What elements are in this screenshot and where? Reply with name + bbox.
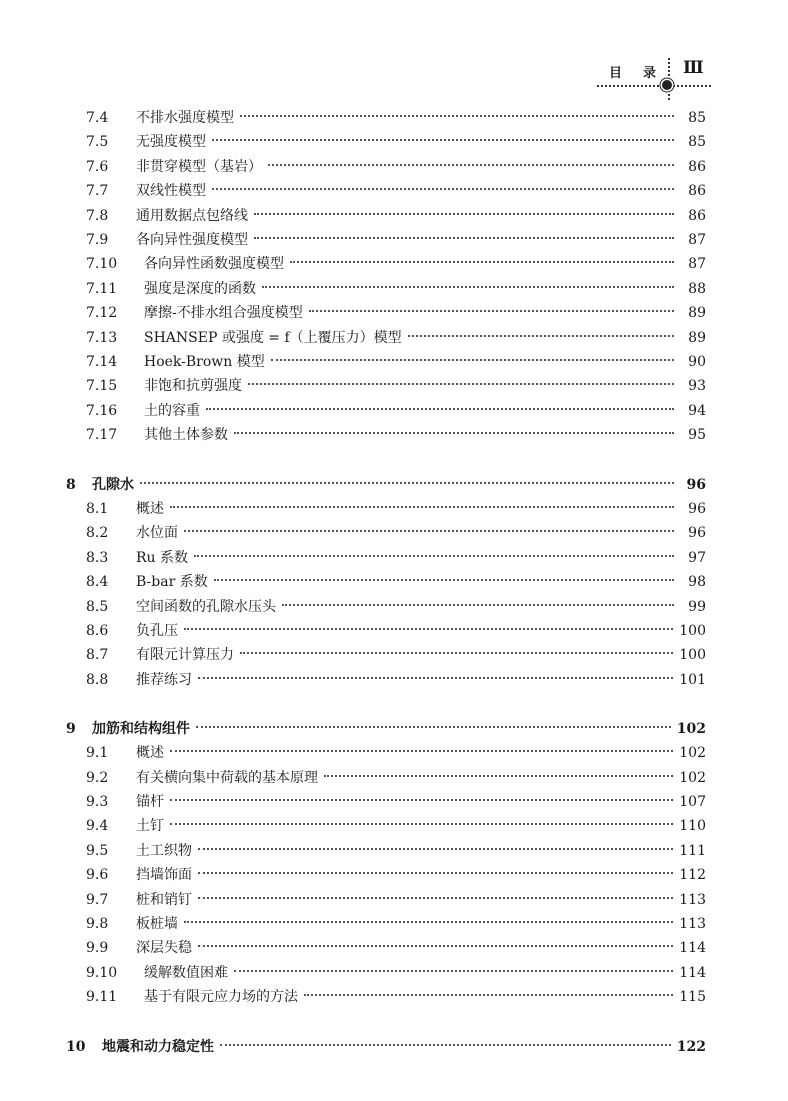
toc-entry-title: 地震和动力稳定性 [102,1039,214,1055]
toc-entry-number: 9.3 [86,794,109,810]
toc-section-entry [86,107,706,129]
toc-entry-number: 8.7 [86,647,109,663]
dot-leader [214,579,674,581]
toc-entry-title: Ru 系数 [136,550,189,566]
toc-section-entry [86,351,706,373]
toc-entry-number: 8 [66,477,76,493]
toc-entry-number: 8.5 [86,599,109,615]
toc-section-entry [86,620,706,642]
toc-entry-title: 概述 [136,501,164,517]
toc-entry-number: 9.11 [86,989,118,1005]
toc-entry-page: 112 [679,867,706,883]
dot-leader [198,945,673,947]
page-number: Ⅲ [683,58,703,78]
toc-entry-title: 各向异性函数强度模型 [144,256,284,272]
toc-entry-title: 挡墙饰面 [136,867,192,883]
toc-section-entry [86,767,706,789]
dot-leader [248,383,674,385]
dot-leader [206,408,674,410]
toc-entry-title: 负孔压 [136,623,178,639]
dot-leader [170,799,673,801]
dot-leader [271,359,674,361]
toc-entry-number: 7.5 [86,134,109,150]
toc-entry-page: 102 [679,770,706,786]
dot-leader [212,188,674,190]
toc-entry-page: 86 [688,183,706,199]
toc-section-entry [86,498,706,520]
toc-chapter-entry [66,1036,706,1058]
toc-entry-page: 101 [679,672,706,688]
header-lu: 录 [643,66,657,81]
toc-entry-title: 土钉 [136,818,164,834]
toc-entry-page: 113 [679,916,706,932]
toc-entry-title: SHANSEP 或强度 = f（上覆压力）模型 [144,330,402,346]
toc-entry-title: 其他土体参数 [144,427,228,443]
toc-entry-number: 9.7 [86,892,109,908]
dot-leader [196,726,671,728]
toc-entry-number: 9 [66,721,76,737]
toc-entry-title: 板桩墙 [136,916,178,932]
toc-section-entry [86,913,706,935]
toc-entry-number: 8.3 [86,550,109,566]
toc-entry-page: 96 [686,477,706,493]
toc-entry-number: 7.4 [86,110,109,126]
toc-entry-page: 94 [688,403,706,419]
toc-entry-number: 9.8 [86,916,109,932]
toc-section-entry [86,327,706,349]
toc-entry-title: 摩擦-不排水组合强度模型 [144,305,303,321]
toc-entry-title: 基于有限元应力场的方法 [144,989,298,1005]
toc-section-entry [86,375,706,397]
toc-entry-title: 深层失稳 [136,940,192,956]
dot-leader [184,530,674,532]
toc-entry-number: 7.8 [86,208,109,224]
toc-section-entry [86,278,706,300]
toc-section-entry [86,791,706,813]
toc-entry-title: 加筋和结构组件 [92,721,190,737]
running-header [595,58,715,108]
toc-entry-page: 107 [679,794,706,810]
dot-leader [304,994,673,996]
toc-entry-title: 通用数据点包络线 [136,208,248,224]
toc-section-entry [86,229,706,251]
toc-entry-number: 7.9 [86,232,109,248]
toc-entry-page: 87 [688,232,706,248]
toc-entry-number: 9.4 [86,818,109,834]
dot-leader [240,652,673,654]
dot-leader [262,286,674,288]
toc-entry-page: 114 [679,940,706,956]
toc-entry-page: 122 [676,1039,706,1055]
toc-entry-number: 8.4 [86,574,109,590]
toc-entry-title: 双线性模型 [136,183,206,199]
toc-entry-number: 7.15 [86,378,118,394]
toc-entry-number: 9.9 [86,940,109,956]
dot-leader [198,848,673,850]
toc-section-entry [86,669,706,691]
dot-leader [194,555,674,557]
toc-section-entry [86,840,706,862]
toc-entry-title: 强度是深度的函数 [144,281,256,297]
toc-entry-page: 102 [676,721,706,737]
toc-section-entry [86,815,706,837]
dot-leader [254,237,674,239]
toc-entry-number: 7.11 [86,281,118,297]
toc-entry-page: 89 [688,305,706,321]
toc-entry-title: Hoek-Brown 模型 [144,354,265,370]
toc-entry-title: 水位面 [136,525,178,541]
dot-leader [324,775,673,777]
toc-section-entry [86,864,706,886]
toc-entry-page: 98 [688,574,706,590]
toc-entry-title: 有关横向集中荷载的基本原理 [136,770,318,786]
toc-section-entry [86,937,706,959]
dot-leader [198,897,673,899]
toc-section-entry [86,424,706,446]
toc-entry-number: 9.2 [86,770,109,786]
toc-entry-title: 概述 [136,745,164,761]
dot-leader [282,604,674,606]
toc-entry-page: 100 [679,647,706,663]
toc-entry-title: B-bar 系数 [136,574,208,590]
dot-leader [184,921,673,923]
toc-entry-title: 推荐练习 [136,672,192,688]
toc-entry-number: 7.7 [86,183,109,199]
dot-leader [234,970,673,972]
toc-entry-page: 86 [688,208,706,224]
toc-entry-page: 95 [688,427,706,443]
toc-entry-number: 7.10 [86,256,118,272]
toc-section-entry [86,742,706,764]
toc-entry-number: 8.2 [86,525,109,541]
toc-entry-title: 有限元计算压力 [136,647,234,663]
toc-entry-page: 90 [688,354,706,370]
dot-leader [198,872,673,874]
toc-entry-number: 9.5 [86,843,109,859]
toc-entry-title: 非饱和抗剪强度 [144,378,242,394]
toc-section-entry [86,571,706,593]
toc-entry-number: 8.6 [86,623,109,639]
header-vertical-rule [668,58,670,100]
toc-entry-title: 锚杆 [136,794,164,810]
toc-entry-page: 86 [688,159,706,175]
dot-leader [309,310,674,312]
toc-entry-number: 7.17 [86,427,118,443]
toc-entry-page: 99 [688,599,706,615]
dot-leader [140,482,674,484]
toc-entry-page: 113 [679,892,706,908]
toc-entry-page: 111 [679,843,706,859]
toc-entry-page: 115 [679,989,706,1005]
toc-section-entry [86,205,706,227]
dot-leader [408,335,674,337]
toc-entry-page: 85 [688,134,706,150]
toc-section-entry [86,522,706,544]
toc-section-entry [86,302,706,324]
header-mu: 目 [609,66,623,81]
header-ornament-icon [662,80,672,90]
toc-section-entry [86,644,706,666]
dot-leader [170,506,674,508]
dot-leader [198,677,673,679]
dot-leader [290,261,674,263]
toc-entry-number: 7.16 [86,403,118,419]
toc-entry-title: 缓解数值困难 [144,965,228,981]
header-horizontal-rule [597,85,711,87]
toc-section-entry [86,596,706,618]
dot-leader [240,115,674,117]
toc-section-entry [86,180,706,202]
toc-entry-title: 非贯穿模型（基岩） [136,159,262,175]
toc-section-entry [86,131,706,153]
toc-entry-number: 8.8 [86,672,109,688]
toc-section-entry [86,962,706,984]
toc-entry-page: 97 [688,550,706,566]
toc-section-entry [86,986,706,1008]
toc-entry-title: 孔隙水 [92,477,134,493]
toc-entry-number: 9.1 [86,745,109,761]
toc-entry-number: 7.6 [86,159,109,175]
dot-leader [220,1044,671,1046]
dot-leader [212,139,674,141]
toc-entry-number: 9.6 [86,867,109,883]
dot-leader [184,628,673,630]
toc-entry-page: 93 [688,378,706,394]
toc-entry-number: 7.14 [86,354,118,370]
toc-entry-title: 土工织物 [136,843,192,859]
dot-leader [254,213,674,215]
dot-leader [170,750,673,752]
dot-leader [234,432,674,434]
toc-entry-title: 各向异性强度模型 [136,232,248,248]
toc-entry-number: 10 [66,1039,86,1055]
toc-entry-page: 102 [679,745,706,761]
toc-entry-page: 96 [688,501,706,517]
toc-entry-page: 110 [679,818,706,834]
toc-entry-title: 无强度模型 [136,134,206,150]
toc-section-entry [86,400,706,422]
toc-entry-number: 9.10 [86,965,118,981]
toc-section-entry [86,156,706,178]
toc-entry-title: 不排水强度模型 [136,110,234,126]
toc-entry-number: 8.1 [86,501,109,517]
toc-entry-title: 桩和销钉 [136,892,192,908]
toc-section-entry [86,889,706,911]
toc-entry-page: 96 [688,525,706,541]
toc-section-entry [86,253,706,275]
toc-entry-page: 85 [688,110,706,126]
toc-section-entry [86,547,706,569]
toc-entry-number: 7.12 [86,305,118,321]
toc-entry-title: 土的容重 [144,403,200,419]
toc-entry-page: 89 [688,330,706,346]
toc-entry-page: 88 [688,281,706,297]
toc-chapter-entry [66,474,706,496]
toc-entry-title: 空间函数的孔隙水压头 [136,599,276,615]
toc-entry-page: 100 [679,623,706,639]
toc-entry-number: 7.13 [86,330,118,346]
toc-entry-page: 87 [688,256,706,272]
dot-leader [268,164,674,166]
dot-leader [170,823,673,825]
toc-entry-page: 114 [679,965,706,981]
toc-chapter-entry [66,718,706,740]
